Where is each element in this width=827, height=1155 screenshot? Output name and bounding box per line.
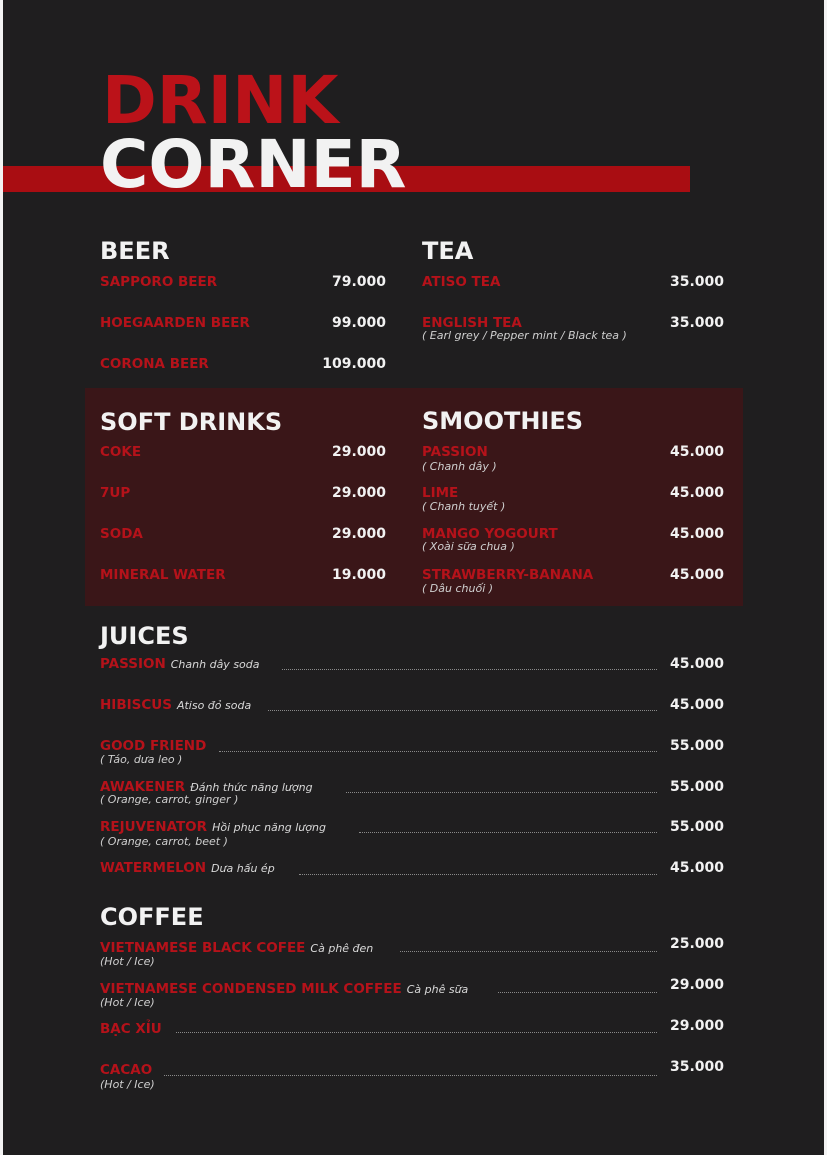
coffee-heading: COFFEE <box>100 903 204 931</box>
menu-page <box>3 0 824 1155</box>
juice-item-name: GOOD FRIEND <box>100 738 207 754</box>
title-drink: DRINK <box>102 62 339 139</box>
soft-drink-item-price: 19.000 <box>331 567 386 583</box>
smoothie-item-name: MANGO YOGOURT <box>422 526 558 542</box>
dot-leader <box>282 669 657 670</box>
smoothie-item-price: 45.000 <box>669 485 724 501</box>
smoothies-heading: SMOOTHIES <box>422 407 584 435</box>
dot-leader <box>268 710 657 711</box>
dot-leader <box>299 874 657 875</box>
dot-leader <box>346 792 657 793</box>
coffee-item-desc: Cà phê sữa <box>406 983 469 996</box>
coffee-item-name: VIETNAMESE CONDENSED MILK COFFEE Cà phê sữa <box>100 981 469 997</box>
soft-drink-item-price: 29.000 <box>331 444 386 460</box>
juice-item-price: 45.000 <box>669 656 724 672</box>
juice-item-name: WATERMELON Dưa hấu ép <box>100 860 275 876</box>
juice-item-desc: Đánh thức năng lượng <box>190 781 313 794</box>
coffee-item-name: BẠC XỈU <box>100 1021 162 1037</box>
beer-item-price: 109.000 <box>322 356 386 372</box>
dot-leader <box>164 1075 657 1076</box>
coffee-item-name: CACAO <box>100 1062 153 1078</box>
juice-item-desc: Chanh dây soda <box>170 658 260 671</box>
smoothie-item-note: ( Xoài sữa chua ) <box>422 540 515 553</box>
beer-heading: BEER <box>100 237 170 265</box>
dot-leader <box>176 1032 657 1033</box>
beer-item-price: 99.000 <box>331 315 386 331</box>
soft-drink-item-price: 29.000 <box>331 485 386 501</box>
beer-item-price: 79.000 <box>331 274 386 290</box>
soft-drink-item-name: SODA <box>100 526 143 542</box>
dot-leader <box>219 751 657 752</box>
juice-item-desc: Hồi phục năng lượng <box>212 821 326 834</box>
soft-drinks-heading: SOFT DRINKS <box>100 408 283 436</box>
coffee-item-name: VIETNAMESE BLACK COFEE Cà phê đen <box>100 940 374 956</box>
smoothie-item-name: LIME <box>422 485 459 501</box>
soft-drink-item-name: COKE <box>100 444 142 460</box>
juice-item-desc: Atiso đỏ soda <box>176 699 252 712</box>
tea-item-note: ( Earl grey / Pepper mint / Black tea ) <box>422 329 627 342</box>
coffee-item-desc: Cà phê đen <box>310 942 374 955</box>
juice-item-note: ( Orange, carrot, ginger ) <box>100 793 239 806</box>
smoothie-item-note: ( Dâu chuối ) <box>422 582 494 595</box>
beer-item-name: CORONA BEER <box>100 356 209 372</box>
juice-item-price: 45.000 <box>669 860 724 876</box>
tea-item-price: 35.000 <box>669 315 724 331</box>
soft-drink-item-name: MINERAL WATER <box>100 567 226 583</box>
juice-item-note: ( Orange, carrot, beet ) <box>100 835 228 848</box>
beer-item-name: HOEGAARDEN BEER <box>100 315 250 331</box>
coffee-item-note: (Hot / Ice) <box>100 996 155 1009</box>
smoothie-item-price: 45.000 <box>669 444 724 460</box>
juice-item-price: 45.000 <box>669 697 724 713</box>
tea-item-price: 35.000 <box>669 274 724 290</box>
tea-item-name: ENGLISH TEA <box>422 315 522 331</box>
juice-item-name: AWAKENER Đánh thức năng lượng <box>100 779 313 795</box>
smoothie-item-note: ( Chanh dây ) <box>422 460 497 473</box>
coffee-item-price: 35.000 <box>669 1059 724 1075</box>
juices-heading: JUICES <box>100 622 189 650</box>
soft-drink-item-price: 29.000 <box>331 526 386 542</box>
juice-item-price: 55.000 <box>669 819 724 835</box>
smoothie-item-note: ( Chanh tuyết ) <box>422 500 506 513</box>
juice-item-desc: Dưa hấu ép <box>211 862 275 875</box>
coffee-item-note: (Hot / Ice) <box>100 955 155 968</box>
soft-drink-item-name: 7UP <box>100 485 131 501</box>
coffee-item-price: 25.000 <box>669 936 724 952</box>
coffee-item-price: 29.000 <box>669 977 724 993</box>
tea-item-name: ATISO TEA <box>422 274 501 290</box>
juice-item-note: ( Táo, dưa leo ) <box>100 753 183 766</box>
juice-item-name: REJUVENATOR Hồi phục năng lượng <box>100 819 326 835</box>
coffee-item-note: (Hot / Ice) <box>100 1078 155 1091</box>
smoothie-item-price: 45.000 <box>669 567 724 583</box>
smoothie-item-name: PASSION <box>422 444 488 460</box>
juice-item-name: PASSION Chanh dây soda <box>100 656 260 672</box>
juice-item-price: 55.000 <box>669 779 724 795</box>
beer-item-name: SAPPORO BEER <box>100 274 218 290</box>
coffee-item-price: 29.000 <box>669 1018 724 1034</box>
title-corner: CORNER <box>100 126 407 203</box>
juice-item-price: 55.000 <box>669 738 724 754</box>
smoothie-item-price: 45.000 <box>669 526 724 542</box>
smoothie-item-name: STRAWBERRY-BANANA <box>422 567 594 583</box>
tea-heading: TEA <box>422 237 474 265</box>
dot-leader <box>400 951 657 952</box>
juice-item-name: HIBISCUS Atiso đỏ soda <box>100 697 252 713</box>
dot-leader <box>359 832 657 833</box>
